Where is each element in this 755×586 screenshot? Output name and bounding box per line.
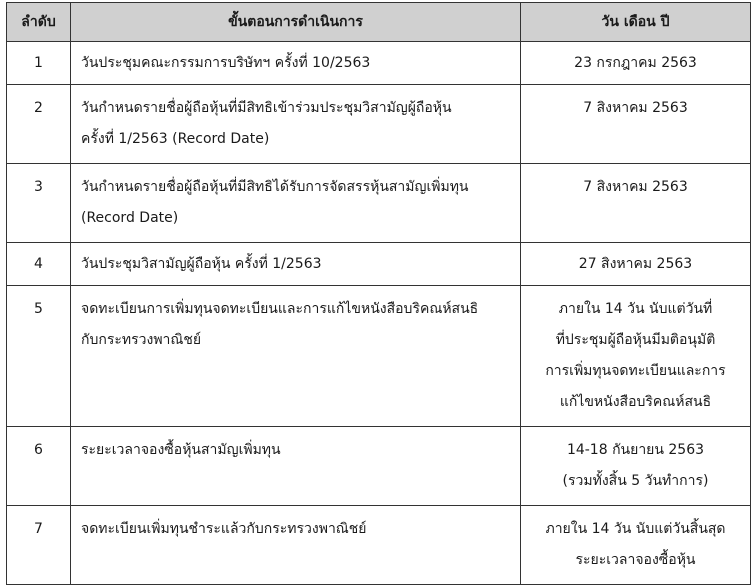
row-step — [71, 286, 521, 427]
row-number: 2 — [7, 85, 71, 164]
row-date — [521, 286, 751, 427]
header-step: ขั้นตอนการดำเนินการ — [71, 3, 521, 42]
table-row — [7, 506, 751, 585]
date-line: ที่ประชุมผู้ถือหุ้นมีมติอนุมัติ — [555, 332, 716, 348]
row-step — [71, 506, 521, 585]
table-row — [7, 164, 751, 243]
row-date — [521, 42, 751, 85]
date-line: ภายใน 14 วัน นับแต่วันสิ้นสุด — [545, 521, 726, 537]
table-row — [7, 42, 751, 85]
date-line: 7 สิงหาคม 2563 — [583, 179, 688, 195]
row-number: 1 — [7, 42, 71, 85]
row-step — [71, 42, 521, 85]
row-date — [521, 427, 751, 506]
row-number: 6 — [7, 427, 71, 506]
date-line: 14-18 กันยายน 2563 — [566, 442, 705, 458]
schedule-table — [6, 2, 751, 585]
step-line: วันประชุมวิสามัญผู้ถือหุ้น ครั้งที่ 1/2563 — [81, 256, 322, 272]
table-row — [7, 85, 751, 164]
date-line: ระยะเวลาจองซื้อหุ้น — [575, 552, 696, 568]
step-line: จดทะเบียนเพิ่มทุนชำระแล้วกับกระทรวงพาณิชย์ — [81, 521, 367, 537]
table-row — [7, 243, 751, 286]
date-line: การเพิ่มทุนจดทะเบียนและการ — [545, 363, 726, 379]
step-line: วันประชุมคณะกรรมการบริษัทฯ ครั้งที่ 10/2563 — [81, 55, 371, 71]
header-no: ลำดับ — [7, 3, 71, 42]
row-step — [71, 243, 521, 286]
date-line: ภายใน 14 วัน นับแต่วันที่ — [558, 301, 713, 317]
step-line: ระยะเวลาจองซื้อหุ้นสามัญเพิ่มทุน — [81, 442, 281, 458]
step-line: จดทะเบียนการเพิ่มทุนจดทะเบียนและการแก้ไขหนังสือบริคณห์สนธิ — [81, 301, 479, 317]
row-date — [521, 506, 751, 585]
row-number: 4 — [7, 243, 71, 286]
table-row — [7, 286, 751, 427]
header-date: วัน เดือน ปี — [521, 3, 751, 42]
step-line: วันกำหนดรายชื่อผู้ถือหุ้นที่มีสิทธิเข้าร่วมประชุมวิสามัญผู้ถือหุ้น — [81, 100, 452, 116]
date-line: 23 กรกฎาคม 2563 — [574, 55, 697, 71]
row-number: 7 — [7, 506, 71, 585]
table-row — [7, 427, 751, 506]
row-date — [521, 243, 751, 286]
date-line: 7 สิงหาคม 2563 — [583, 100, 688, 116]
row-date — [521, 164, 751, 243]
step-line: วันกำหนดรายชื่อผู้ถือหุ้นที่มีสิทธิได้รับการจัดสรรหุ้นสามัญเพิ่มทุน — [81, 179, 469, 195]
date-line: (รวมทั้งสิ้น 5 วันทำการ) — [562, 473, 709, 489]
date-line: แก้ไขหนังสือบริคณห์สนธิ — [559, 394, 712, 410]
header-row — [7, 3, 751, 42]
step-line: ครั้งที่ 1/2563 (Record Date) — [81, 131, 270, 147]
step-line: (Record Date) — [81, 210, 179, 226]
row-step — [71, 427, 521, 506]
date-line: 27 สิงหาคม 2563 — [578, 256, 693, 272]
row-date — [521, 85, 751, 164]
row-step — [71, 85, 521, 164]
step-line: กับกระทรวงพาณิชย์ — [81, 332, 202, 348]
row-step — [71, 164, 521, 243]
row-number: 5 — [7, 286, 71, 427]
row-number: 3 — [7, 164, 71, 243]
